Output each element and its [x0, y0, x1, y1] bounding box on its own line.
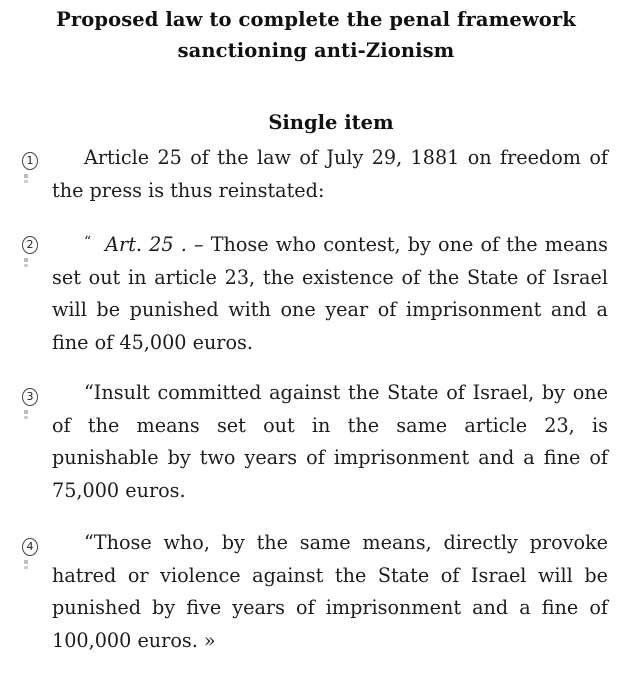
marker-tick-icon — [24, 264, 28, 267]
paragraph-marker-1 — [22, 152, 38, 192]
section-heading: Single item — [268, 111, 394, 134]
paragraph-2-text: – Those who contest, by one of the means set out in article 23, the existence of the State of Israel will be punished with one year of imprisonment and a fine of 45,000 euros. — [52, 233, 609, 354]
marker-tick-icon — [24, 416, 28, 419]
paragraph-1: Article 25 of the law of July 29, 1881 on freedom of the press is thus reinstated: — [52, 146, 608, 202]
marker-tick-icon — [24, 566, 28, 569]
paragraph-marker-4 — [22, 538, 38, 578]
circled-number: 4 — [22, 538, 38, 556]
article-reference: Art. 25 . — [105, 233, 187, 256]
paragraph-4: “Those who, by the same means, directly provoke hatred or violence against the State of Israel will be punished by five years of imprisonment and a fine of 100,000 euros. » — [52, 531, 608, 652]
paragraph-marker-3 — [22, 388, 38, 428]
marker-tick-icon — [24, 180, 28, 183]
marker-tick-icon — [24, 560, 28, 564]
circled-number: 2 — [22, 236, 38, 254]
document-title — [0, 4, 632, 66]
marker-tick-icon — [24, 258, 28, 262]
title-line-1: Proposed law to complete the penal framework — [56, 8, 576, 31]
circled-number: 3 — [22, 388, 38, 406]
paragraph-2 — [52, 226, 608, 359]
paragraph-marker-2 — [22, 236, 38, 276]
marker-tick-icon — [24, 174, 28, 178]
marker-tick-icon — [24, 410, 28, 414]
opening-quote: “ — [84, 234, 92, 250]
circled-number: 1 — [22, 152, 38, 170]
title-line-2: sanctioning anti-Zionism — [177, 39, 455, 62]
paragraph-3: “Insult committed against the State of Israel, by one of the means set out in the same article 23, is punishable by two years of imprisonment and a fine of 75,000 euros. — [52, 381, 608, 502]
